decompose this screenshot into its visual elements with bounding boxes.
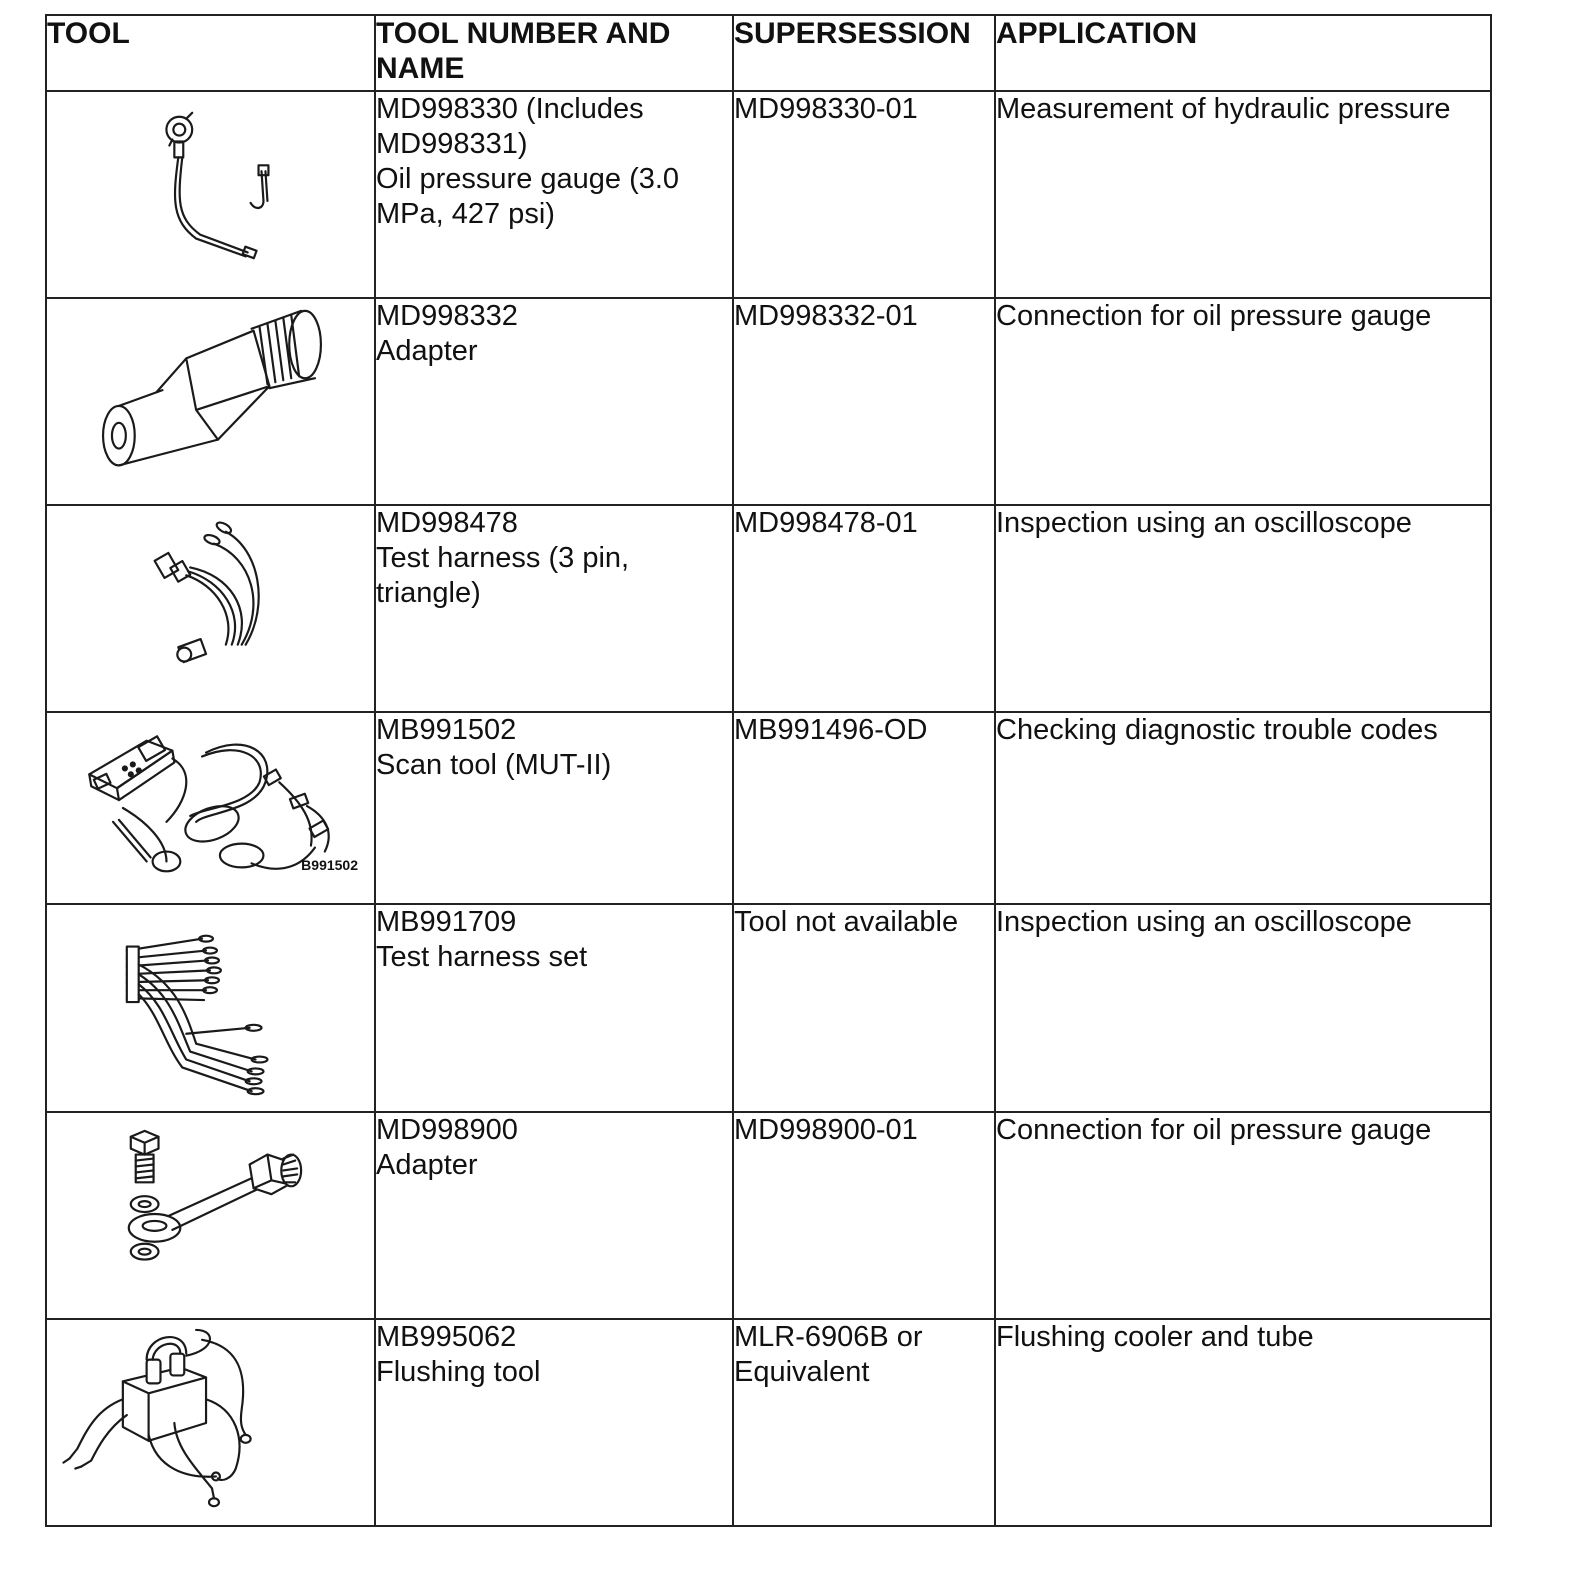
adapter-bolt-icon bbox=[47, 1113, 374, 1318]
tool-image-cell bbox=[46, 1112, 375, 1319]
tool-image-cell bbox=[46, 1319, 375, 1526]
oil-pressure-gauge-icon bbox=[47, 92, 374, 297]
header-application: APPLICATION bbox=[995, 15, 1491, 91]
table-row bbox=[46, 712, 1491, 904]
supersession-cell: MD998332-01 bbox=[733, 298, 995, 505]
table-row bbox=[46, 1112, 1491, 1319]
header-row bbox=[46, 15, 1491, 91]
tool-number-cell: MD998332 Adapter bbox=[375, 298, 733, 505]
application-cell: Flushing cooler and tube bbox=[995, 1319, 1491, 1526]
application-cell: Inspection using an oscilloscope bbox=[995, 904, 1491, 1112]
tool-image-cell bbox=[46, 712, 375, 904]
header-tool: TOOL bbox=[46, 15, 375, 91]
table-row bbox=[46, 91, 1491, 298]
test-harness-set-icon bbox=[47, 905, 374, 1111]
supersession-cell: MD998330-01 bbox=[733, 91, 995, 298]
tool-image-cell bbox=[46, 91, 375, 298]
supersession-cell: MLR-6906B or Equivalent bbox=[733, 1319, 995, 1526]
flushing-tool-icon bbox=[47, 1320, 374, 1525]
tool-number-cell: MD998330 (Includes MD998331) Oil pressure gauge (3.0 MPa, 427 psi) bbox=[375, 91, 733, 298]
tool-number-cell: MB991709 Test harness set bbox=[375, 904, 733, 1112]
application-cell: Inspection using an oscilloscope bbox=[995, 505, 1491, 712]
table-row bbox=[46, 1319, 1491, 1526]
supersession-cell: MD998900-01 bbox=[733, 1112, 995, 1319]
header-tool-number-and-name: TOOL NUMBER AND NAME bbox=[375, 15, 733, 91]
tool-image-cell bbox=[46, 904, 375, 1112]
header-supersession: SUPERSESSION bbox=[733, 15, 995, 91]
tool-number-cell: MD998900 Adapter bbox=[375, 1112, 733, 1319]
table-row bbox=[46, 904, 1491, 1112]
application-cell: Connection for oil pressure gauge bbox=[995, 1112, 1491, 1319]
application-cell: Measurement of hydraulic pressure bbox=[995, 91, 1491, 298]
test-harness-icon bbox=[47, 506, 374, 711]
table-row bbox=[46, 298, 1491, 505]
tool-number-cell: MB995062 Flushing tool bbox=[375, 1319, 733, 1526]
supersession-cell: MD998478-01 bbox=[733, 505, 995, 712]
supersession-cell: Tool not available bbox=[733, 904, 995, 1112]
scan-tool-icon bbox=[47, 713, 374, 903]
application-cell: Connection for oil pressure gauge bbox=[995, 298, 1491, 505]
adapter-icon bbox=[47, 299, 374, 504]
tool-image-cell bbox=[46, 505, 375, 712]
supersession-cell: MB991496-OD bbox=[733, 712, 995, 904]
tool-number-cell: MB991502 Scan tool (MUT-II) bbox=[375, 712, 733, 904]
table-row bbox=[46, 505, 1491, 712]
application-cell: Checking diagnostic trouble codes bbox=[995, 712, 1491, 904]
special-tools-table bbox=[45, 14, 1492, 1527]
tool-image-cell bbox=[46, 298, 375, 505]
figure-code-label: B991502 bbox=[301, 857, 358, 873]
tool-number-cell: MD998478 Test harness (3 pin, triangle) bbox=[375, 505, 733, 712]
